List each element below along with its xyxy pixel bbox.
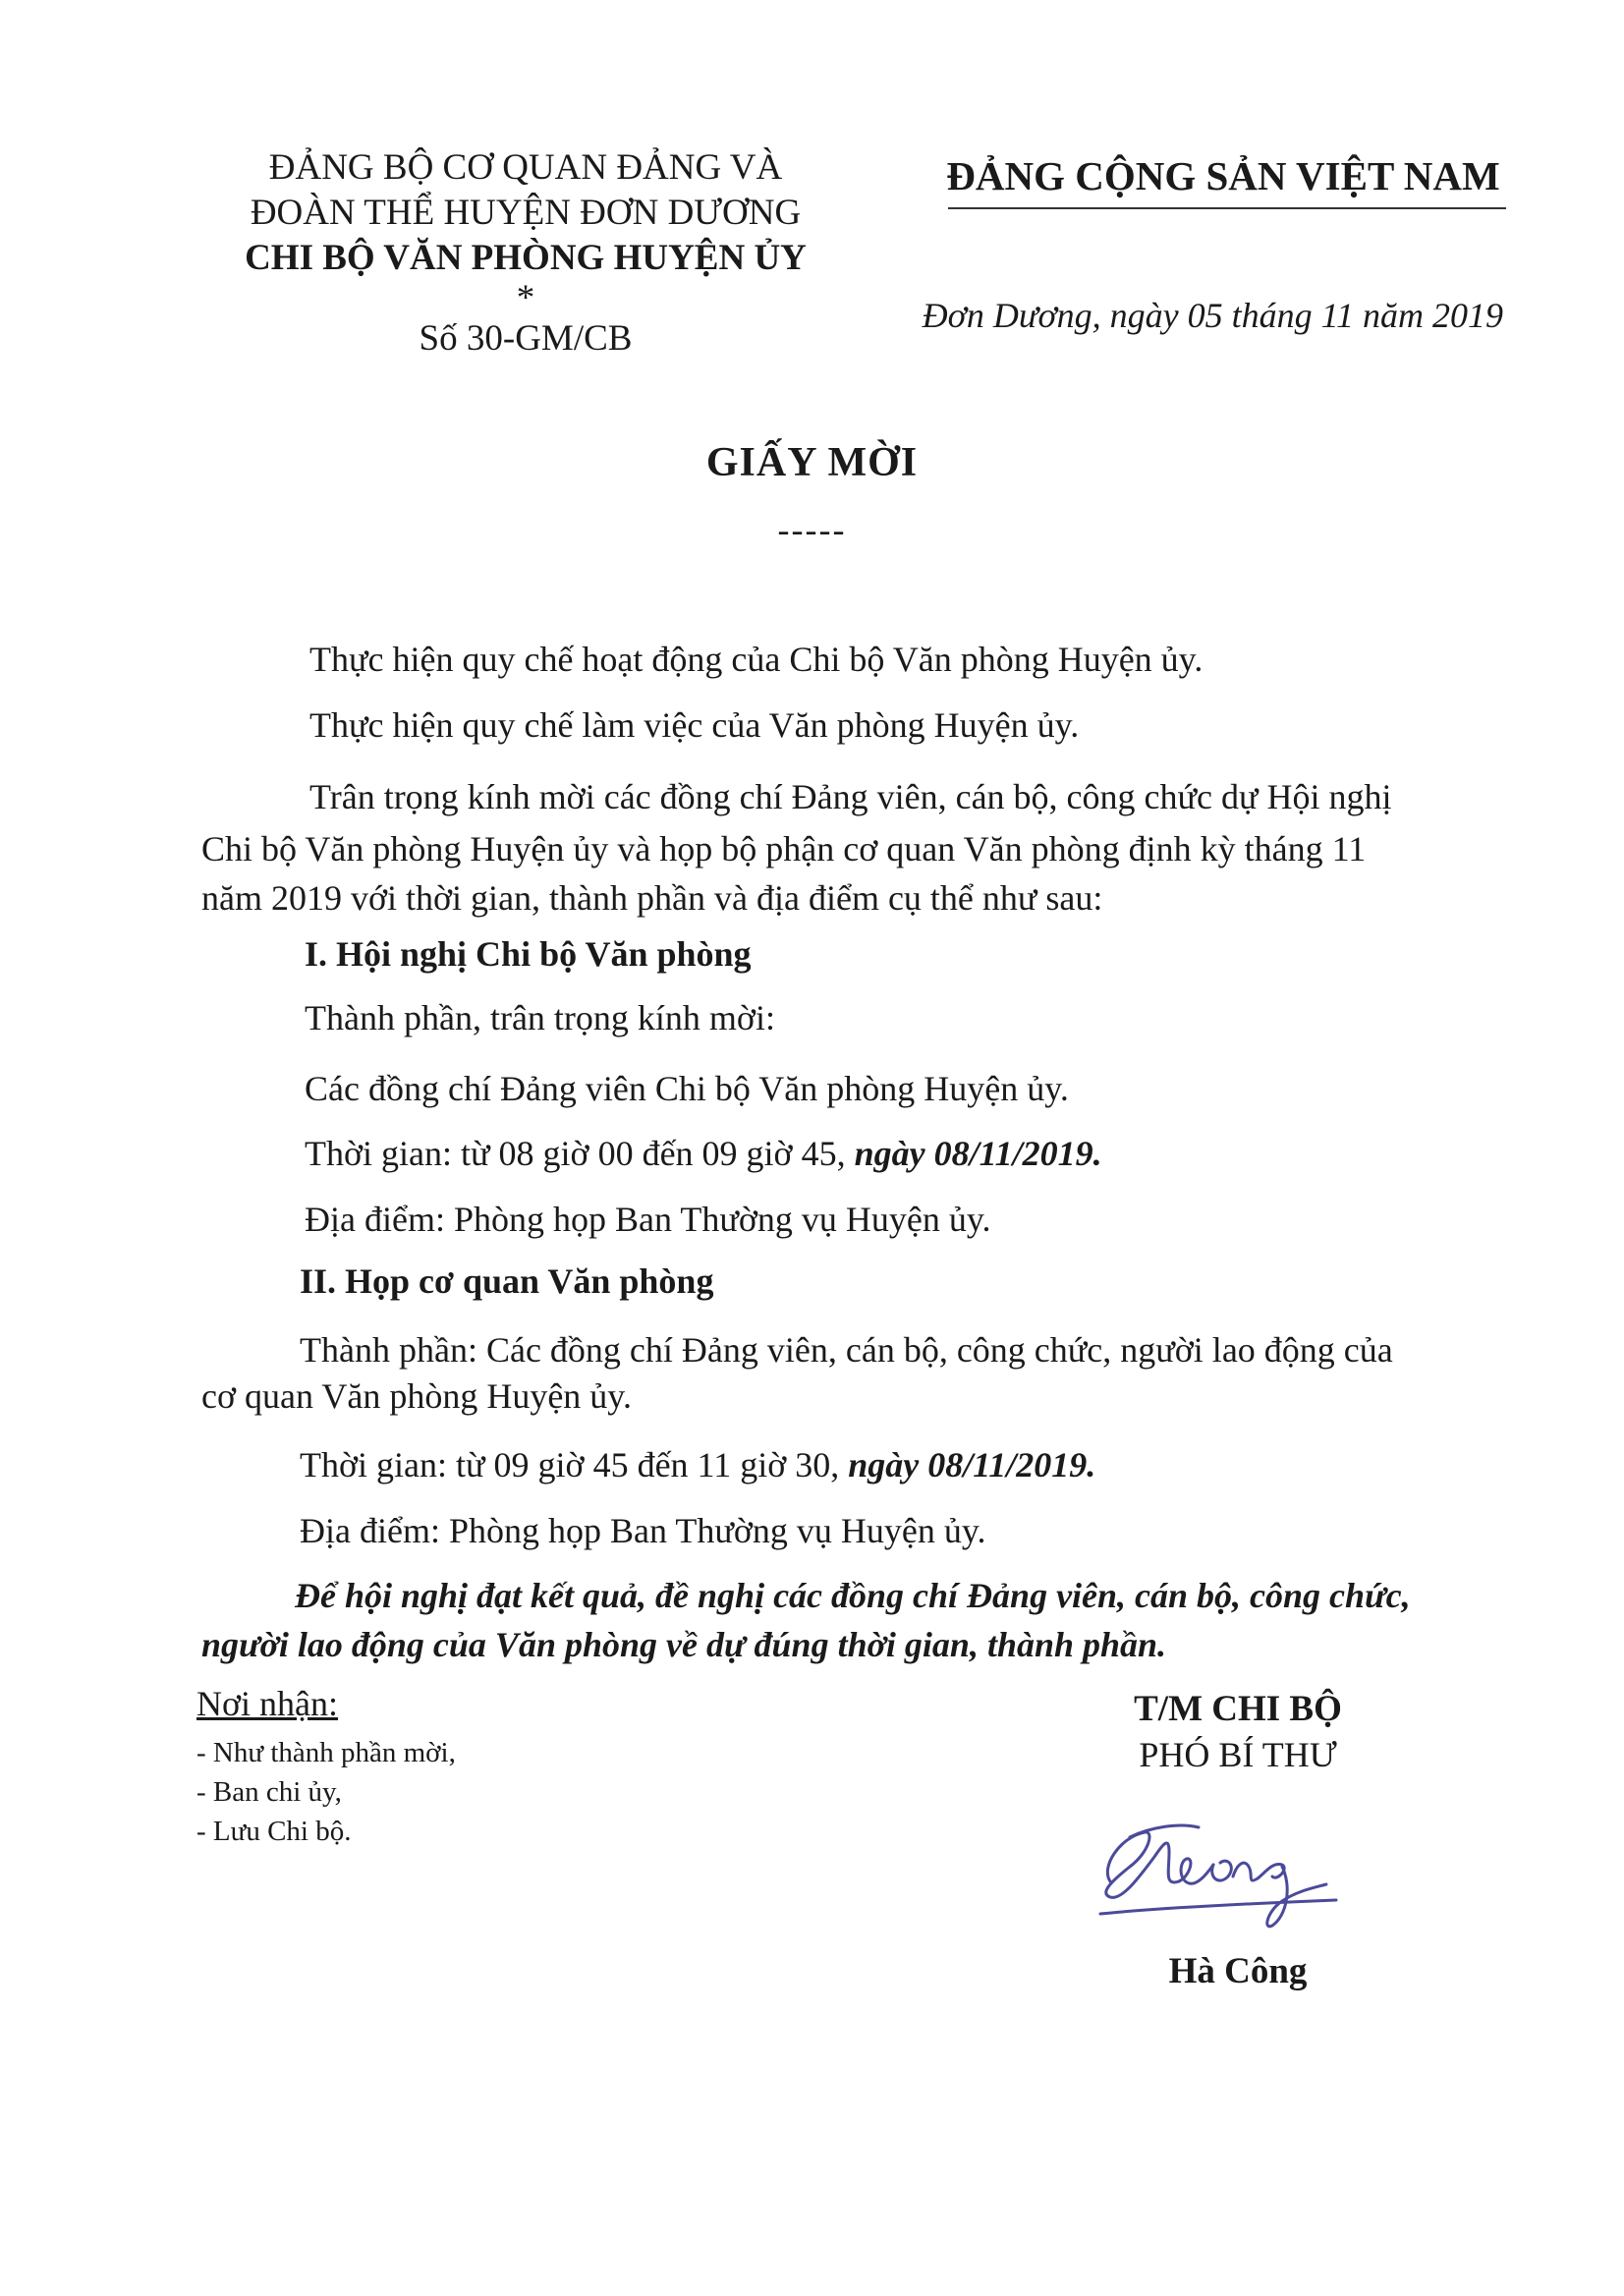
org-line-1: ĐẢNG BỘ CƠ QUAN ĐẢNG VÀ xyxy=(268,147,783,188)
document-title: GIẤY MỜI xyxy=(705,440,919,485)
section-1-time xyxy=(305,1133,1601,1174)
document-date: Đơn Dương, ngày 05 tháng 11 năm 2019 xyxy=(922,296,1503,335)
title-divider: ----- xyxy=(777,510,847,549)
paragraph-3-line-2: Chi bộ Văn phòng Huyện ủy và họp bộ phận cơ quan Văn phòng định kỳ tháng 11 xyxy=(201,829,1367,868)
star-separator: * xyxy=(516,278,535,318)
signature-role: PHÓ BÍ THƯ xyxy=(1139,1735,1337,1774)
issuing-organization xyxy=(187,145,865,362)
paragraph-2: Thực hiện quy chế làm việc của Văn phòng Huyện ủy. xyxy=(309,705,1080,745)
nation-heading: ĐẢNG CỘNG SẢN VIỆT NAM xyxy=(946,153,1500,198)
document-number: Số 30-GM/CB xyxy=(419,318,633,359)
closing-line-1: Để hội nghị đạt kết quả, đề nghị các đồng chí Đảng viên, cán bộ, công chức, xyxy=(295,1576,1411,1615)
section-2-time-date: ngày 08/11/2019. xyxy=(848,1445,1096,1484)
handwritten-signature xyxy=(1071,1798,1366,1945)
paragraph-3-line-1: Trân trọng kính mời các đồng chí Đảng viên, cán bộ, công chức dự Hội nghị xyxy=(309,777,1392,816)
section-2-place: Địa điểm: Phòng họp Ban Thường vụ Huyện ủy. xyxy=(300,1511,986,1550)
section-2-composition-line-1: Thành phần: Các đồng chí Đảng viên, cán bộ, công chức, người lao động của xyxy=(300,1330,1393,1370)
section-2-composition-line-2: cơ quan Văn phòng Huyện ủy. xyxy=(201,1376,632,1416)
receiver-item: - Như thành phần mời, xyxy=(196,1737,456,1768)
section-1-composition: Thành phần, trân trọng kính mời: xyxy=(305,998,775,1037)
section-2-time-text: Thời gian: từ 09 giờ 45 đến 11 giờ 30, xyxy=(300,1445,849,1484)
section-1-title: I. Hội nghị Chi bộ Văn phòng xyxy=(305,934,752,974)
section-1-time-date: ngày 08/11/2019. xyxy=(854,1134,1102,1173)
signature-on-behalf: T/M CHI BỘ xyxy=(1134,1689,1342,1729)
section-1-time-text: Thời gian: từ 08 giờ 00 đến 09 giờ 45, xyxy=(305,1134,855,1173)
nation-underline xyxy=(948,207,1506,209)
receiver-item: - Lưu Chi bộ. xyxy=(196,1816,352,1847)
section-2-title: II. Họp cơ quan Văn phòng xyxy=(300,1261,714,1301)
closing-line-2: người lao động của Văn phòng về dự đúng thời gian, thành phần. xyxy=(201,1625,1167,1664)
paragraph-1: Thực hiện quy chế hoạt động của Chi bộ Văn phòng Huyện ủy. xyxy=(309,640,1204,679)
receivers-heading: Nơi nhận: xyxy=(196,1684,339,1723)
org-line-2: ĐOÀN THỂ HUYỆN ĐƠN DƯƠNG xyxy=(250,193,802,233)
section-2-time xyxy=(300,1444,1596,1485)
section-1-place: Địa điểm: Phòng họp Ban Thường vụ Huyện ủy. xyxy=(305,1200,991,1239)
org-line-3: CHI BỘ VĂN PHÒNG HUYỆN ỦY xyxy=(245,238,807,278)
receiver-item: - Ban chi ủy, xyxy=(196,1776,342,1808)
signer-name: Hà Công xyxy=(1168,1951,1308,1991)
section-1-members: Các đồng chí Đảng viên Chi bộ Văn phòng Huyện ủy. xyxy=(305,1069,1069,1108)
paragraph-3-line-3: năm 2019 với thời gian, thành phần và địa điểm cụ thể như sau: xyxy=(201,878,1103,918)
